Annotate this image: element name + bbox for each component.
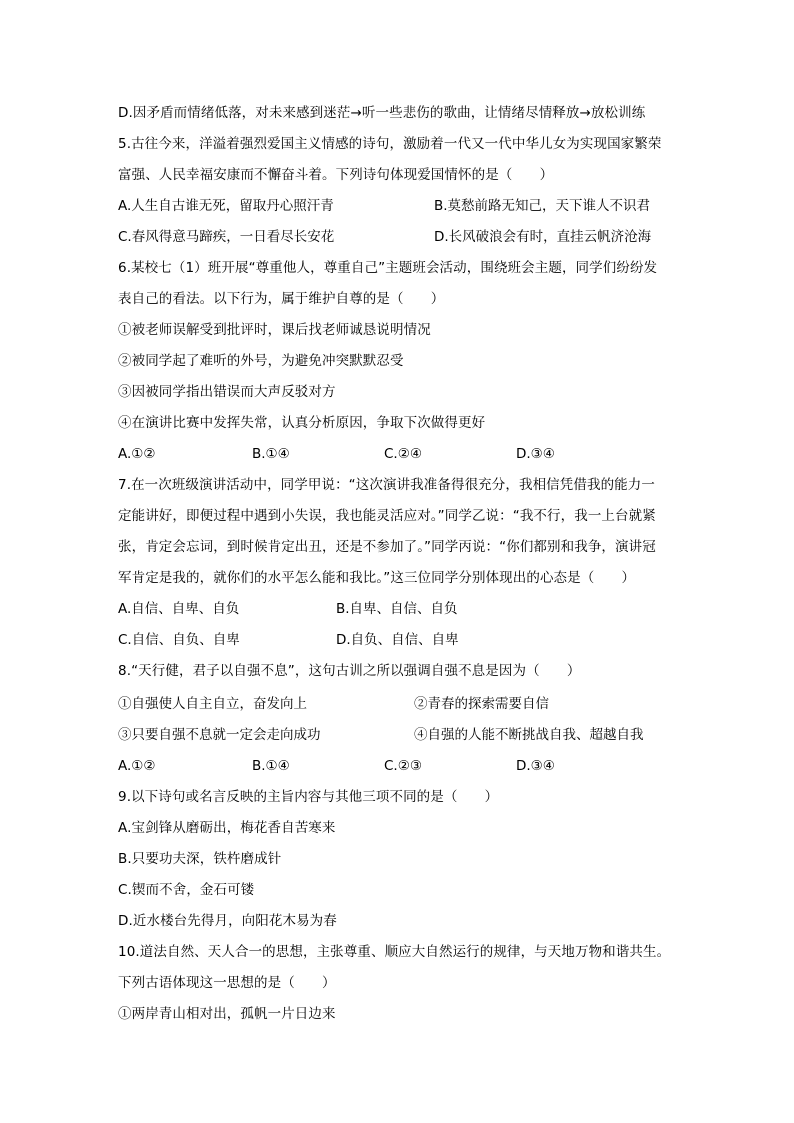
q6-stem-line-2: 表自己的看法。以下行为，属于维护自尊的是（ ）: [118, 291, 445, 307]
q6-statement-1: ①被老师误解受到批评时，课后找老师诚恳说明情况: [118, 322, 431, 338]
q9-option-b: B.只要功夫深，铁杵磨成针: [118, 851, 282, 867]
q10-statement-1: ①两岸青山相对出，孤帆一片日边来: [118, 1006, 336, 1022]
q6-option-a: A.①②: [118, 446, 156, 462]
q6-statement-2: ②被同学起了难听的外号，为避免冲突默默忍受: [118, 353, 404, 369]
q8-option-d: D.③④: [516, 758, 555, 774]
q9-option-d: D.近水楼台先得月，向阳花木易为春: [118, 913, 337, 929]
q9-stem: 9.以下诗句或名言反映的主旨内容与其他三项不同的是（ ）: [118, 789, 499, 805]
q8-option-a: A.①②: [118, 758, 156, 774]
q7-stem-line-2: 定能讲好，即便过程中遇到小失误，我也能灵活应对。”同学乙说：“我不行，我一上台就紧: [118, 508, 656, 524]
q5-stem-line-2: 富强、人民幸福安康而不懈奋斗着。下列诗句体现爱国情怀的是（ ）: [118, 167, 554, 183]
q7-option-c: C.自信、自负、自卑: [118, 632, 240, 648]
q6-statement-3: ③因被同学指出错误而大声反驳对方: [118, 384, 336, 400]
q9-option-a: A.宝剑锋从磨砺出，梅花香自苦寒来: [118, 820, 336, 836]
q8-statement-3: ③只要自强不息就一定会走向成功: [118, 727, 321, 743]
q6-option-b: B.①④: [252, 446, 290, 462]
q6-stem-line-1: 6.某校七（1）班开展“尊重他人，尊重自己”主题班会活动，围绕班会主题，同学们纷纷发: [118, 260, 658, 276]
q7-option-b: B.自卑、自信、自负: [336, 601, 458, 617]
q10-stem-line-1: 10.道法自然、天人合一的思想，主张尊重、顺应大自然运行的规律，与天地万物和谐共生。: [118, 944, 671, 960]
q4-option-d: D.因矛盾而情绪低落，对未来感到迷茫→听一些悲伤的歌曲，让情绪尽情释放→放松训练: [118, 105, 646, 121]
q9-option-c: C.锲而不舍，金石可镂: [118, 882, 255, 898]
q6-option-c: C.②④: [384, 446, 422, 462]
q6-statement-4: ④在演讲比赛中发挥失常，认真分析原因，争取下次做得更好: [118, 415, 486, 431]
q7-option-a: A.自信、自卑、自负: [118, 601, 240, 617]
q5-option-d: D.长风破浪会有时，直挂云帆济沧海: [434, 229, 652, 245]
q7-stem-line-1: 7.在一次班级演讲活动中，同学甲说：“这次演讲我准备得很充分，我相信凭借我的能力一: [118, 477, 655, 493]
q7-stem-line-4: 军肯定是我的，就你们的水平怎么能和我比。”这三位同学分别体现出的心态是（ ）: [118, 570, 636, 586]
q5-option-a: A.人生自古谁无死，留取丹心照汗青: [118, 198, 334, 214]
q7-stem-line-3: 张，肯定会忘词，到时候肯定出丑，还是不参加了。”同学丙说：“你们都别和我争，演讲冠: [118, 539, 656, 555]
q8-statement-1: ①自强使人自主自立，奋发向上: [118, 696, 307, 712]
q5-option-c: C.春风得意马蹄疾，一日看尽长安花: [118, 229, 335, 245]
q5-stem-line-1: 5.古往今来，洋溢着强烈爱国主义情感的诗句，激励着一代又一代中华儿女为实现国家繁荣: [118, 136, 662, 152]
q10-stem-line-2: 下列古语体现这一思想的是（ ）: [118, 975, 336, 991]
q8-option-c: C.②③: [384, 758, 422, 774]
q8-statement-2: ②青春的探索需要自信: [414, 696, 549, 712]
q5-option-b: B.莫愁前路无知己，天下谁人不识君: [434, 198, 651, 214]
q8-option-b: B.①④: [252, 758, 290, 774]
q8-stem: 8.“天行健，君子以自强不息”，这句古训之所以强调自强不息是因为（ ）: [118, 663, 581, 679]
q7-option-d: D.自负、自信、自卑: [336, 632, 459, 648]
q8-statement-4: ④自强的人能不断挑战自我、超越自我: [414, 727, 644, 743]
q6-option-d: D.③④: [516, 446, 555, 462]
